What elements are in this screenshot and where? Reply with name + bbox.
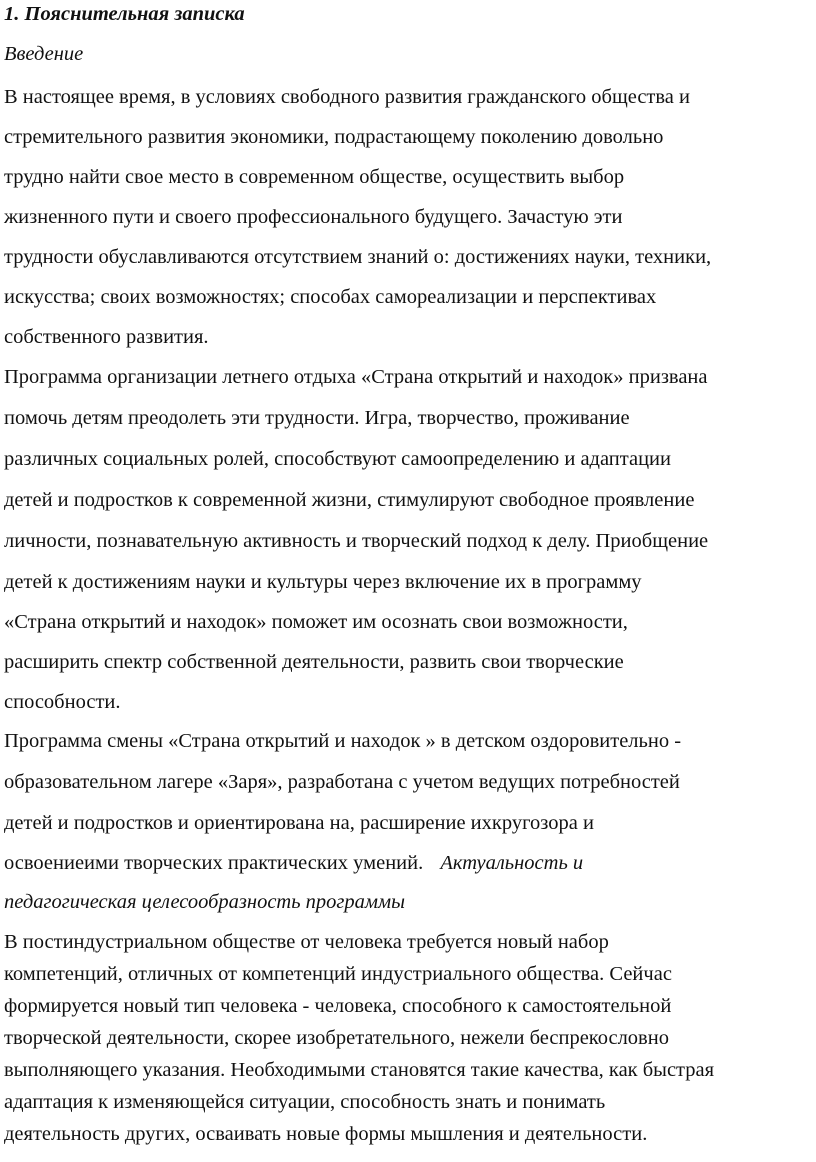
section-subheading: Введение <box>4 43 84 65</box>
text-line: В настоящее время, в условиях свободного развития гражданского общества и <box>4 86 690 108</box>
text-line: образовательном лагере «Заря», разработана с учетом ведущих потребностей <box>4 771 680 793</box>
text-line: стремительного развития экономики, подрастающему поколению довольно <box>4 126 664 148</box>
text-run: освоениеими творческих практических умений. <box>4 852 424 874</box>
subsection-title-start: Актуальность и <box>440 852 584 874</box>
text-line: детей и подростков и ориентирована на, расширение ихкругозора и <box>4 812 594 834</box>
text-line-mixed <box>4 851 583 875</box>
text-line: расширить спектр собственной деятельности, развить свои творческие <box>4 651 624 673</box>
text-line: творческой деятельности, скорее изобретательного, нежели беспрекословно <box>4 1027 669 1049</box>
text-line: компетенций, отличных от компетенций индустриального общества. Сейчас <box>4 963 672 985</box>
text-line: Программа смены «Страна открытий и находок » в детском оздоровительно - <box>4 730 682 752</box>
text-line: способности. <box>4 691 121 713</box>
text-line: собственного развития. <box>4 326 209 348</box>
text-line: жизненного пути и своего профессионального будущего. Зачастую эти <box>4 206 623 228</box>
text-line: детей к достижениям науки и культуры через включение их в программу <box>4 571 642 593</box>
text-line: формируется новый тип человека - человека, способного к самостоятельной <box>4 995 672 1017</box>
text-line: трудно найти свое место в современном обществе, осуществить выбор <box>4 166 625 188</box>
text-line: искусства; своих возможностях; способах самореализации и перспективах <box>4 286 657 308</box>
text-line: «Страна открытий и находок» поможет им осознать свои возможности, <box>4 611 628 633</box>
text-line: выполняющего указания. Необходимыми становятся такие качества, как быстрая <box>4 1059 715 1081</box>
text-line: трудности обуславливаются отсутствием знаний о: достижениях науки, техники, <box>4 246 712 268</box>
text-line: адаптация к изменяющейся ситуации, способность знать и понимать <box>4 1091 606 1113</box>
text-line: деятельность других, осваивать новые формы мышления и деятельности. <box>4 1123 648 1145</box>
text-line: детей и подростков к современной жизни, стимулируют свободное проявление <box>4 489 695 511</box>
text-line: различных социальных ролей, способствуют самоопределению и адаптации <box>4 448 672 470</box>
text-line: Программа организации летнего отдыха «Страна открытий и находок» призвана <box>4 366 708 388</box>
subsection-title-end: педагогическая целесообразность программы <box>4 891 405 913</box>
text-line: личности, познавательную активность и творческий подход к делу. Приобщение <box>4 530 709 552</box>
text-line: В постиндустриальном обществе от человека требуется новый набор <box>4 931 609 953</box>
text-line: помочь детям преодолеть эти трудности. Игра, творчество, проживание <box>4 407 630 429</box>
section-heading: 1. Пояснительная записка <box>4 3 245 25</box>
